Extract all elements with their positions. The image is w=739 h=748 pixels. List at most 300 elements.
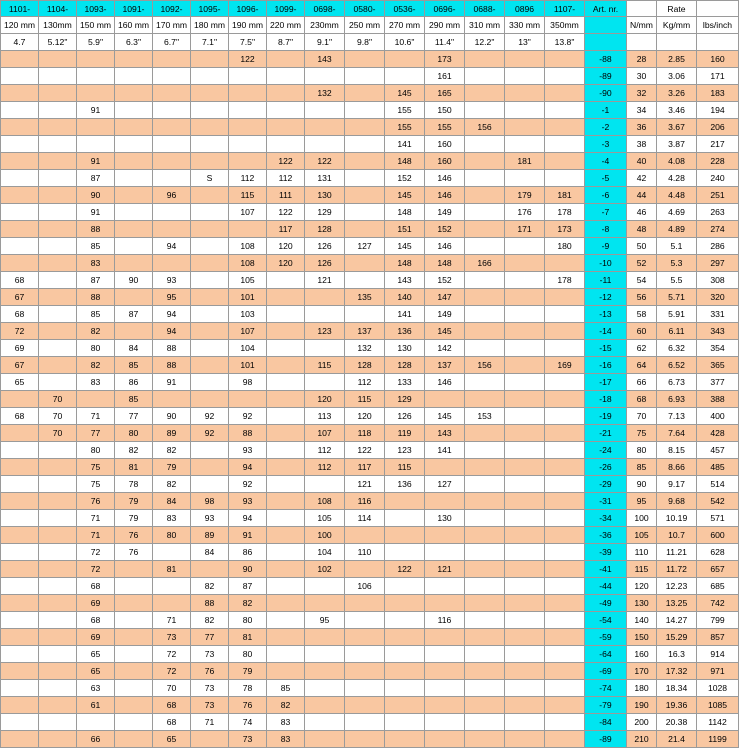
- value-cell: [39, 663, 77, 680]
- table-row: [1, 714, 739, 731]
- value-cell: [505, 442, 545, 459]
- art-nr-cell: -7: [585, 204, 627, 221]
- rate-nmm-cell: 44: [627, 187, 657, 204]
- value-cell: [465, 391, 505, 408]
- value-cell: [545, 493, 585, 510]
- value-cell: 70: [153, 680, 191, 697]
- length-mm-header: 230mm: [305, 17, 345, 34]
- value-cell: [505, 544, 545, 561]
- table-row: [1, 646, 739, 663]
- value-cell: 152: [425, 272, 465, 289]
- spring-code-header: 1096-: [229, 1, 267, 17]
- value-cell: [305, 374, 345, 391]
- value-cell: [1, 204, 39, 221]
- value-cell: [191, 357, 229, 374]
- value-cell: 122: [229, 51, 267, 68]
- value-cell: 65: [1, 374, 39, 391]
- value-cell: [305, 340, 345, 357]
- value-cell: [465, 544, 505, 561]
- value-cell: [465, 221, 505, 238]
- value-cell: 106: [345, 578, 385, 595]
- value-cell: [465, 578, 505, 595]
- value-cell: [153, 578, 191, 595]
- art-nr-cell: -49: [585, 595, 627, 612]
- value-cell: [191, 476, 229, 493]
- value-cell: 66: [77, 731, 115, 748]
- value-cell: [77, 119, 115, 136]
- value-cell: 101: [229, 357, 267, 374]
- value-cell: [545, 136, 585, 153]
- value-cell: [267, 357, 305, 374]
- rate-lbs-cell: 542: [697, 493, 739, 510]
- rate-lbs-cell: 971: [697, 663, 739, 680]
- value-cell: 88: [153, 357, 191, 374]
- value-cell: [305, 629, 345, 646]
- value-cell: [425, 680, 465, 697]
- value-cell: [39, 221, 77, 238]
- value-cell: [505, 612, 545, 629]
- length-mm-header: 310 mm: [465, 17, 505, 34]
- value-cell: 123: [305, 323, 345, 340]
- value-cell: [1, 391, 39, 408]
- value-cell: 65: [77, 646, 115, 663]
- value-cell: [1, 680, 39, 697]
- value-cell: 91: [77, 153, 115, 170]
- value-cell: 155: [385, 102, 425, 119]
- value-cell: [545, 663, 585, 680]
- value-cell: [505, 578, 545, 595]
- value-cell: 79: [229, 663, 267, 680]
- value-cell: [545, 391, 585, 408]
- value-cell: [1, 731, 39, 748]
- value-cell: 128: [345, 357, 385, 374]
- value-cell: [39, 442, 77, 459]
- value-cell: [545, 646, 585, 663]
- value-cell: [39, 544, 77, 561]
- value-cell: [345, 697, 385, 714]
- value-cell: [345, 136, 385, 153]
- value-cell: [1, 153, 39, 170]
- rate-kgmm-cell: 18.34: [657, 680, 697, 697]
- rate-lbs-cell: 914: [697, 646, 739, 663]
- value-cell: [505, 697, 545, 714]
- value-cell: 72: [153, 663, 191, 680]
- value-cell: [39, 85, 77, 102]
- length-mm-header: 180 mm: [191, 17, 229, 34]
- value-cell: [267, 391, 305, 408]
- value-cell: [425, 493, 465, 510]
- value-cell: [385, 731, 425, 748]
- value-cell: [385, 612, 425, 629]
- value-cell: [1, 578, 39, 595]
- value-cell: 78: [229, 680, 267, 697]
- rate-nmm-cell: 120: [627, 578, 657, 595]
- value-cell: [465, 646, 505, 663]
- length-inch-header: 12.2": [465, 34, 505, 51]
- value-cell: [305, 102, 345, 119]
- rate-kgmm-cell: 19.36: [657, 697, 697, 714]
- value-cell: 83: [77, 255, 115, 272]
- table-row: [1, 85, 739, 102]
- value-cell: [385, 595, 425, 612]
- rate-kgmm-cell: 10.19: [657, 510, 697, 527]
- art-nr-cell: -4: [585, 153, 627, 170]
- rate-header: Rate: [657, 1, 697, 17]
- value-cell: 88: [153, 340, 191, 357]
- table-row: [1, 238, 739, 255]
- rate-kgmm-cell: 11.72: [657, 561, 697, 578]
- value-cell: 82: [153, 442, 191, 459]
- value-cell: [505, 731, 545, 748]
- value-cell: 77: [191, 629, 229, 646]
- value-cell: [545, 85, 585, 102]
- value-cell: [505, 527, 545, 544]
- value-cell: [465, 136, 505, 153]
- art-nr-cell: -41: [585, 561, 627, 578]
- rate-lbs-cell: 571: [697, 510, 739, 527]
- value-cell: 72: [77, 561, 115, 578]
- rate-blank-header: [627, 1, 657, 17]
- value-cell: [505, 493, 545, 510]
- table-row: [1, 697, 739, 714]
- value-cell: 72: [1, 323, 39, 340]
- value-cell: [115, 255, 153, 272]
- art-nr-cell: -34: [585, 510, 627, 527]
- value-cell: [191, 442, 229, 459]
- value-cell: 146: [425, 374, 465, 391]
- table-row: [1, 187, 739, 204]
- value-cell: [505, 680, 545, 697]
- value-cell: [385, 663, 425, 680]
- header-row-mm: [1, 17, 739, 34]
- value-cell: [1, 102, 39, 119]
- value-cell: 71: [77, 510, 115, 527]
- value-cell: [425, 595, 465, 612]
- value-cell: [39, 493, 77, 510]
- value-cell: 122: [345, 442, 385, 459]
- art-nr-cell: -18: [585, 391, 627, 408]
- value-cell: 141: [385, 306, 425, 323]
- value-cell: 95: [305, 612, 345, 629]
- value-cell: [39, 187, 77, 204]
- art-nr-cell: -9: [585, 238, 627, 255]
- value-cell: [1, 646, 39, 663]
- value-cell: 90: [77, 187, 115, 204]
- value-cell: 161: [425, 68, 465, 85]
- value-cell: [39, 255, 77, 272]
- art-nr-cell: -16: [585, 357, 627, 374]
- rate-lbs-cell: 742: [697, 595, 739, 612]
- value-cell: [77, 85, 115, 102]
- value-cell: 81: [115, 459, 153, 476]
- value-cell: 91: [229, 527, 267, 544]
- value-cell: 68: [77, 612, 115, 629]
- value-cell: [545, 425, 585, 442]
- value-cell: 119: [385, 425, 425, 442]
- value-cell: [305, 68, 345, 85]
- spring-code-header: 1092-: [153, 1, 191, 17]
- value-cell: 68: [153, 714, 191, 731]
- rate-nmm-cell: 46: [627, 204, 657, 221]
- length-inch-header: 6.3": [115, 34, 153, 51]
- value-cell: 110: [345, 544, 385, 561]
- value-cell: 69: [1, 340, 39, 357]
- value-cell: 85: [115, 391, 153, 408]
- rate-kgmm-cell: 6.32: [657, 340, 697, 357]
- rate-nmm-cell: 56: [627, 289, 657, 306]
- value-cell: 142: [425, 340, 465, 357]
- value-cell: 112: [345, 374, 385, 391]
- value-cell: [545, 306, 585, 323]
- value-cell: 65: [153, 731, 191, 748]
- value-cell: [1, 442, 39, 459]
- value-cell: [115, 629, 153, 646]
- value-cell: [505, 561, 545, 578]
- value-cell: 72: [77, 544, 115, 561]
- value-cell: [465, 289, 505, 306]
- rate-lbs-cell: 600: [697, 527, 739, 544]
- value-cell: [305, 646, 345, 663]
- rate-kgmm-cell: 6.93: [657, 391, 697, 408]
- value-cell: [545, 731, 585, 748]
- value-cell: 84: [153, 493, 191, 510]
- value-cell: [465, 68, 505, 85]
- value-cell: [505, 629, 545, 646]
- value-cell: [39, 306, 77, 323]
- value-cell: [77, 391, 115, 408]
- rate-nmm-cell: 190: [627, 697, 657, 714]
- value-cell: [115, 68, 153, 85]
- table-row: [1, 289, 739, 306]
- value-cell: [39, 459, 77, 476]
- value-cell: [465, 731, 505, 748]
- rate-nmm-cell: 50: [627, 238, 657, 255]
- value-cell: [345, 646, 385, 663]
- value-cell: [545, 408, 585, 425]
- value-cell: [191, 221, 229, 238]
- rate-lbs-cell: 857: [697, 629, 739, 646]
- value-cell: 173: [425, 51, 465, 68]
- value-cell: 126: [305, 255, 345, 272]
- value-cell: 107: [229, 204, 267, 221]
- table-row: [1, 204, 739, 221]
- value-cell: 146: [425, 238, 465, 255]
- value-cell: 94: [229, 459, 267, 476]
- value-cell: [465, 527, 505, 544]
- value-cell: [115, 680, 153, 697]
- rate-lbs-cell: 343: [697, 323, 739, 340]
- value-cell: [505, 85, 545, 102]
- length-inch-header: 9.8": [345, 34, 385, 51]
- value-cell: [385, 493, 425, 510]
- value-cell: [267, 85, 305, 102]
- value-cell: 88: [229, 425, 267, 442]
- value-cell: 94: [153, 306, 191, 323]
- value-cell: [39, 68, 77, 85]
- value-cell: 85: [77, 238, 115, 255]
- value-cell: [115, 561, 153, 578]
- art-nr-cell: -31: [585, 493, 627, 510]
- value-cell: 171: [505, 221, 545, 238]
- value-cell: [39, 629, 77, 646]
- value-cell: 71: [77, 408, 115, 425]
- value-cell: 140: [385, 289, 425, 306]
- value-cell: [385, 51, 425, 68]
- value-cell: [267, 510, 305, 527]
- value-cell: 72: [153, 646, 191, 663]
- value-cell: [505, 357, 545, 374]
- value-cell: [385, 680, 425, 697]
- value-cell: [305, 578, 345, 595]
- length-inch-header: 11.4": [425, 34, 465, 51]
- value-cell: 87: [77, 272, 115, 289]
- value-cell: [267, 527, 305, 544]
- value-cell: 150: [425, 102, 465, 119]
- value-cell: [345, 204, 385, 221]
- value-cell: [1, 544, 39, 561]
- value-cell: 141: [425, 442, 465, 459]
- value-cell: [345, 714, 385, 731]
- value-cell: [77, 68, 115, 85]
- value-cell: [505, 374, 545, 391]
- value-cell: [115, 238, 153, 255]
- value-cell: 132: [345, 340, 385, 357]
- value-cell: [267, 544, 305, 561]
- value-cell: [115, 85, 153, 102]
- value-cell: 156: [465, 357, 505, 374]
- value-cell: 130: [425, 510, 465, 527]
- rate-nmm-cell: 70: [627, 408, 657, 425]
- value-cell: [191, 102, 229, 119]
- value-cell: [505, 476, 545, 493]
- value-cell: [545, 510, 585, 527]
- value-cell: [39, 527, 77, 544]
- value-cell: [229, 119, 267, 136]
- value-cell: [505, 391, 545, 408]
- value-cell: [345, 612, 385, 629]
- rate-lbs-cell: 1085: [697, 697, 739, 714]
- value-cell: [115, 119, 153, 136]
- length-inch-header: 13": [505, 34, 545, 51]
- value-cell: 80: [77, 442, 115, 459]
- rate-nmm-cell: 110: [627, 544, 657, 561]
- value-cell: [425, 731, 465, 748]
- value-cell: 85: [77, 306, 115, 323]
- value-cell: 120: [345, 408, 385, 425]
- length-inch-header: 7.1": [191, 34, 229, 51]
- value-cell: [115, 187, 153, 204]
- value-cell: [305, 476, 345, 493]
- value-cell: [545, 561, 585, 578]
- value-cell: [1, 51, 39, 68]
- table-row: [1, 119, 739, 136]
- value-cell: 103: [229, 306, 267, 323]
- rate-nmm-cell: 90: [627, 476, 657, 493]
- spring-code-header: 0896: [505, 1, 545, 17]
- value-cell: [545, 476, 585, 493]
- spring-code-header: 1101-: [1, 1, 39, 17]
- value-cell: 145: [385, 187, 425, 204]
- length-inch-header: 5.9": [77, 34, 115, 51]
- value-cell: 65: [77, 663, 115, 680]
- rate-nmm-cell: 38: [627, 136, 657, 153]
- length-mm-header: 160 mm: [115, 17, 153, 34]
- value-cell: 148: [425, 255, 465, 272]
- table-row: [1, 153, 739, 170]
- value-cell: [505, 255, 545, 272]
- value-cell: 78: [115, 476, 153, 493]
- value-cell: [153, 255, 191, 272]
- value-cell: [465, 323, 505, 340]
- value-cell: [1, 663, 39, 680]
- value-cell: 132: [305, 85, 345, 102]
- rate-nmm-cell: 60: [627, 323, 657, 340]
- value-cell: 156: [465, 119, 505, 136]
- value-cell: 90: [229, 561, 267, 578]
- art-nr-cell: -64: [585, 646, 627, 663]
- value-cell: 180: [545, 238, 585, 255]
- value-cell: [425, 697, 465, 714]
- value-cell: 104: [229, 340, 267, 357]
- value-cell: 83: [267, 731, 305, 748]
- value-cell: [229, 85, 267, 102]
- value-cell: 120: [267, 238, 305, 255]
- value-cell: [229, 391, 267, 408]
- spring-code-header: 1091-: [115, 1, 153, 17]
- value-cell: 68: [77, 578, 115, 595]
- value-cell: [345, 85, 385, 102]
- value-cell: 115: [229, 187, 267, 204]
- value-cell: 71: [191, 714, 229, 731]
- value-cell: [345, 221, 385, 238]
- length-inch-header: 13.8": [545, 34, 585, 51]
- value-cell: 81: [229, 629, 267, 646]
- value-cell: [505, 289, 545, 306]
- value-cell: [267, 374, 305, 391]
- value-cell: [153, 170, 191, 187]
- rate-nmm-cell: 140: [627, 612, 657, 629]
- art-nr-cell: -11: [585, 272, 627, 289]
- value-cell: 74: [229, 714, 267, 731]
- value-cell: 83: [77, 374, 115, 391]
- value-cell: [345, 595, 385, 612]
- value-cell: [465, 493, 505, 510]
- rate-kgmm-cell: 3.26: [657, 85, 697, 102]
- value-cell: [267, 459, 305, 476]
- value-cell: 146: [425, 170, 465, 187]
- value-cell: [305, 289, 345, 306]
- value-cell: [191, 340, 229, 357]
- value-cell: [465, 238, 505, 255]
- value-cell: [425, 391, 465, 408]
- value-cell: [191, 136, 229, 153]
- table-row: [1, 510, 739, 527]
- value-cell: [191, 255, 229, 272]
- rate-nmm-cell: 210: [627, 731, 657, 748]
- value-cell: 86: [115, 374, 153, 391]
- value-cell: 67: [1, 289, 39, 306]
- value-cell: 70: [39, 391, 77, 408]
- unit-spacer: [697, 34, 739, 51]
- rate-nmm-cell: 58: [627, 306, 657, 323]
- value-cell: 122: [267, 204, 305, 221]
- art-nr-cell: -17: [585, 374, 627, 391]
- value-cell: [385, 68, 425, 85]
- rate-lbs-cell: 183: [697, 85, 739, 102]
- value-cell: [545, 102, 585, 119]
- value-cell: [545, 68, 585, 85]
- value-cell: [191, 51, 229, 68]
